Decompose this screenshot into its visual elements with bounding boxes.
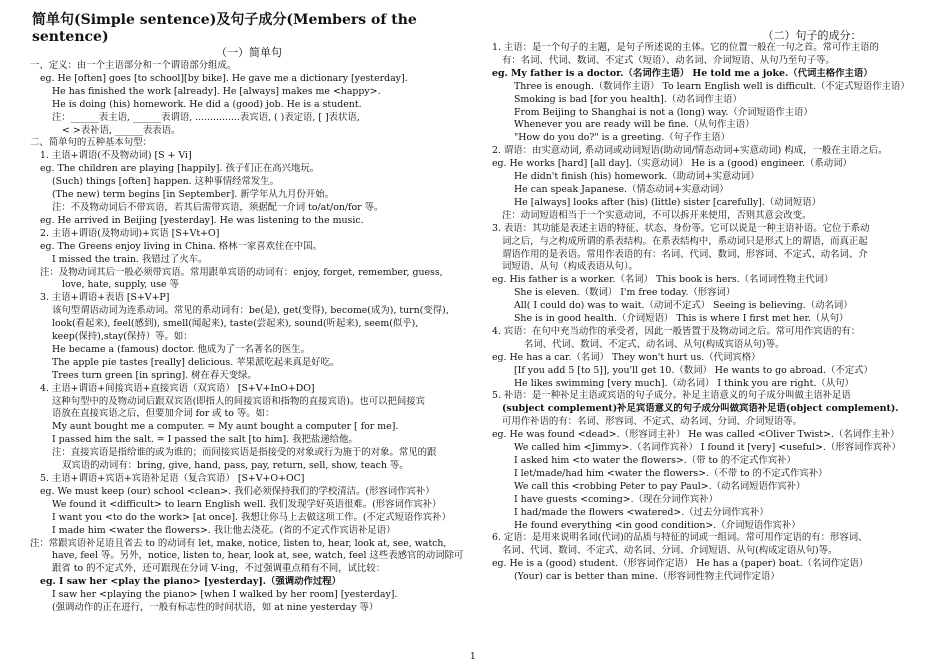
example-line: (Your) car is better than mine.（形容词性物主代词作定语） <box>514 571 780 583</box>
note-line: have, feel 等。另外，notice, listen to, hear, look at, see, watch, feel 这些表感官的动词除可 <box>52 550 464 562</box>
example-line: My aunt bought me a computer. = My aunt bought a computer [ for me]. <box>52 421 399 433</box>
explanation-line: 这种句型中的及物动词后跟双宾语(即指人的间接宾语和指物的直接宾语)。也可以把间接宾 <box>52 395 425 407</box>
example-line: He didn't finish (his) homework.（助动词+实意动词） <box>514 171 760 183</box>
explanation-line: 词之后，与之构成所谓的系表结构。在系表结构中，系动词只是形式上的谓语，而真正起 <box>502 235 868 247</box>
explanation-line: 语放在直接宾语之后，但要加介词 for 或 to 等。如： <box>52 408 275 420</box>
example-line: (强调动作的正在进行，一般有标志性的时间状语，如 at nine yesterday 等） <box>52 602 379 614</box>
example-line: She is in good health.（介词短语） This is where I first met her.（从句） <box>514 313 849 325</box>
subject-heading: 1. 主语：是一个句子的主题，是句子所述说的主体。它的位置一般在一句之首。常可作主语的 <box>492 42 879 53</box>
example-line: eg. He works [hard] [all day].（实意动词） He is a (good) engineer.（系动词） <box>492 158 852 170</box>
definition-line: 一、定义：由一个主语部分和一个谓语部分组成。 <box>30 60 237 71</box>
example-line: I have guests <coming>.（现在分词作宾补） <box>514 493 718 505</box>
example-line: eg. We must keep (our) school <clean>. 我们必须保持我们的学校清洁。(形容词作宾补） <box>40 485 435 497</box>
explanation-line: 名词、代词、数词、不定式、动名词、从句(构成宾语从句)等。 <box>524 338 785 350</box>
example-line: He became a (famous) doctor. 他成为了一名著名的医生。 <box>52 343 311 355</box>
note-line: 注：常跟宾语补足语且省去 to 的动词有 let, make, notice, listen to, hear, look at, see, watch, <box>30 537 447 549</box>
example-line: He can speak Japanese.（情态动词+实意动词） <box>514 183 729 195</box>
explanation-line: 名词、代词、数词、不定式、动名词、分词、介词短语、从句(构成定语从句)等。 <box>502 545 838 557</box>
right-column <box>492 12 922 584</box>
example-line: He [always] looks after (his) (little) sister [carefully].（动词短语） <box>514 196 822 208</box>
explanation-line: 词短语、从句（构成表语从句）。 <box>502 261 638 273</box>
example-line: We called him <Jimmy>.（名词作宾补） I found it [very] <useful>.（形容词作宾补） <box>514 442 901 454</box>
example-line: eg. He was found <dead>.（形容词主补） He was called <Oliver Twist>.（名词作主补） <box>492 429 900 441</box>
explanation-line: look(看起来), feel(感到), smell(闻起来), taste(尝起来), sound(听起来), seem(似乎), <box>52 318 419 330</box>
example-line: I missed the train. 我错过了火车。 <box>52 253 208 265</box>
note-line: 注：及物动词其后一般必须带宾语。常用跟单宾语的动词有：enjoy, forget, remember, guess, <box>40 266 443 278</box>
example-line: (The new) term begins [in September]. 新学年从九月份开始。 <box>52 189 335 201</box>
notation-note: < >表补语, ______表表语。 <box>62 124 181 136</box>
predicate-heading: 2. 谓语：由实意动词, 系动词或动词短语(助动词/情态动词+实意动词) 构成，一般在主语之后。 <box>492 145 888 157</box>
section-title-simple-sentence: （一）简单句 <box>216 46 282 59</box>
predicative-heading: 3. 表语：其功能是表述主语的特征、状态、身份等。它可以说是一种主语补语。它位于系动 <box>492 222 870 234</box>
example-line: She is eleven.（数词） I'm free today.（形容词） <box>514 287 736 299</box>
explanation-line: (subject complement)补足宾语意义的句子成分叫做宾语补足语(object complement). <box>502 403 899 415</box>
note-line: 注：动词短语相当于一个实意动词，不可以拆开来使用，否则其意会改变。 <box>502 209 812 221</box>
example-line: We call this <robbing Peter to pay Paul>.（动名词短语作宾补） <box>514 480 806 492</box>
document-title: 简单句(Simple sentence)及句子成分(Members of the sentence) <box>32 12 417 45</box>
example-line: (Such) things [often] happen. 这种事情经常发生。 <box>52 176 279 188</box>
note-line: 注：不及物动词后不带宾语，若其后需带宾语，须据配一介词 to/at/on/for 等。 <box>52 201 384 213</box>
example-line: I saw her <playing the piano> [when I walked by her room] [yesterday]. <box>52 589 398 601</box>
explanation-line: keep(保持),stay(保持）等。如： <box>52 331 193 343</box>
example-line: He likes swimming [very much].（动名词） I think you are right.（从句） <box>514 377 854 389</box>
example-line: He found everything <in good condition>.（介词短语作宾补） <box>514 519 801 531</box>
left-column <box>30 12 468 615</box>
explanation-line: 该句型谓语动词为连系动词。常见的系动词有：be(是), get(变得), become(成为), turn(变得), <box>52 305 449 317</box>
example-line: Trees turn green [in spring]. 树在春天变绿。 <box>52 369 257 381</box>
pattern-heading: 5. 主语+谓语+宾语+宾语补足语（复合宾语） [S+V+O+OC] <box>40 473 305 484</box>
note-line: 双宾语的动词有：bring, give, hand, pass, pay, return, sell, show, teach 等。 <box>62 460 409 472</box>
example-line: [If you add 5 [to 5]], you'll get 10.（数词） He wants to go abroad.（不定式） <box>514 364 873 376</box>
example-line: He has finished the work [already]. He [always] makes me <happy>. <box>52 85 381 97</box>
example-line: We found it <difficult> to learn English well. 我们发现学好英语很难。(形容词作宾补） <box>52 498 442 510</box>
example-line: Three is enough.（数词作主语） To learn English well is difficult.（不定式短语作主语） <box>514 80 910 92</box>
example-line: Smoking is bad [for you health].（动名词作主语） <box>514 93 742 105</box>
example-line: I had/made the flowers <watered>.（过去分词作宾补） <box>514 506 769 518</box>
attribute-heading: 6. 定语：是用来说明名词(代词)的品质与特征的词或一组词。常可用作定语的有：形容词、 <box>492 532 868 544</box>
pattern-heading: 3. 主语+谓语+表语 [S+V+P] <box>40 292 170 304</box>
note-line: love, hate, supply, use 等 <box>62 279 179 291</box>
explanation-line: 有：名词、代词、数词、不定式（短语）、动名词、介词短语、从句乃至句子等。 <box>502 54 835 66</box>
page-number: 1 <box>470 652 476 662</box>
pattern-heading: 2. 主语+谓语(及物动词)+宾语 [S+Vt+O] <box>40 227 220 239</box>
note-line: 注：直接宾语是指给谁的或为谁的；而间接宾语是指接受的对象或行为施于的对象。常见的跟 <box>52 447 437 459</box>
heading-line: 二、简单句的五种基本句型： <box>30 137 152 149</box>
example-line: I passed him the salt. = I passed the salt [to him]. 我把盐递给他。 <box>52 434 358 446</box>
example-line: eg. I saw her <play the piano> [yesterday].（强调动作过程） <box>40 576 342 588</box>
notation-note: 注：______表主语, ______表谓语, ...............表宾语, ( )表定语, [ ]表状语, <box>52 111 360 123</box>
example-line: eg. The children are playing [happily]. 孩子们正在高兴地玩。 <box>40 163 320 175</box>
section-title-sentence-members: （二）句子的成分： <box>762 29 862 42</box>
example-line: eg. He arrived in Beijing [yesterday]. He was listening to the music. <box>40 214 364 226</box>
example-line: I let/made/had him <water the flowers>.（不带 to 的不定式作宾补） <box>514 467 828 479</box>
pattern-heading: 1. 主语+谓语(不及物动词) [S + Vi] <box>40 150 192 162</box>
example-line: "How do you do?" is a greeting.（句子作主语） <box>514 132 731 144</box>
explanation-line: 可用作补语的有：名词、形容词、不定式、动名词、分词、介词短语等。 <box>502 416 803 428</box>
example-line: eg. His father is a worker.（名词） This book is hers.（名词词性物主代词） <box>492 274 834 286</box>
example-line: I made him <water the flowers>. 我让他去浇花。(省的不定式作宾语补足语） <box>52 524 396 536</box>
example-line: eg. He has a car.（名词） They won't hurt us.（代词宾格） <box>492 351 761 363</box>
example-line: eg. My father is a doctor.（名词作主语） He told me a joke.（代词主格作主语） <box>492 67 873 79</box>
example-line: eg. He is a (good) student.（形容词作定语） He has a (paper) boat.（名词作定语） <box>492 558 869 570</box>
example-line: eg. He [often] goes [to school][by bike]. He gave me a dictionary [yesterday]. <box>40 72 408 84</box>
object-heading: 4. 宾语：在句中充当动作的承受者，因此一般皆置于及物动词之后。常可用作宾语的有： <box>492 325 861 337</box>
example-line: The apple pie tastes [really] delicious. 苹果派吃起来真是好吃。 <box>52 356 340 368</box>
example-line: All( I could do) was to wait.（动词不定式） Seeing is believing.（动名词） <box>514 300 853 312</box>
example-line: Whenever you are ready will be fine.（从句作主语） <box>514 119 755 131</box>
example-line: From Beijing to Shanghai is not a (long) way.（介词短语作主语） <box>514 106 813 118</box>
pattern-heading: 4. 主语+谓语+间接宾语+直接宾语（双宾语） [S+V+InO+DO] <box>40 382 315 394</box>
example-line: He is doing (his) homework. He did a (good) job. He is a student. <box>52 98 362 110</box>
example-line: I want you <to do the work> [at once]. 我想让你马上去做这项工作。(不定式短语作宾补） <box>52 511 451 523</box>
complement-heading: 5. 补语：是一种补足主语或宾语的句子成分。补足主语意义的句子成分叫做主语补足语 <box>492 390 851 402</box>
explanation-line: 谓语作用的是表语。常用作表语的有：名词、代词、数词、形容词、不定式、动名词、介 <box>502 248 868 260</box>
example-line: eg. The Greens enjoy living in China. 格林一家喜欢住在中国。 <box>40 240 322 252</box>
example-line: I asked him <to water the flowers>.（带 to 的不定式作宾补） <box>514 455 796 466</box>
note-line: 跟省 to 的不定式外，还可跟现在分词 V-ing，不过强调重点稍有不同，试比较： <box>52 563 386 575</box>
